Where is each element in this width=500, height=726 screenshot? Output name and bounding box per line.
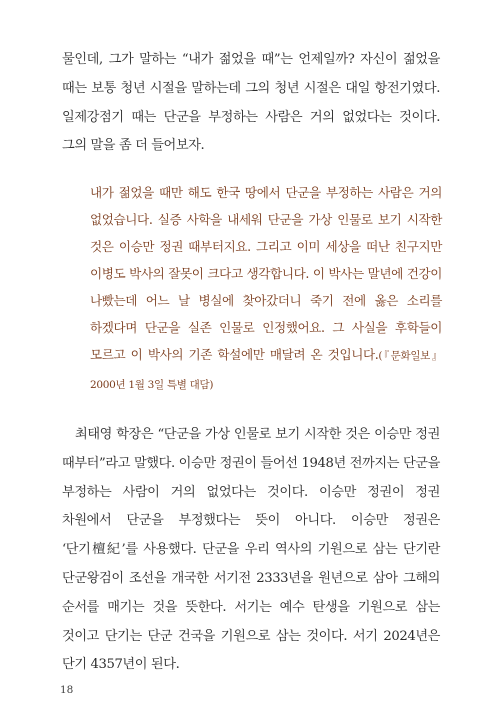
body-paragraph-1: 물인데, 그가 말하는 “내가 젊었을 때”는 언제일까? 자신이 젊었을 때는 보통 청년 시절을 말하는데 그의 청년 시절은 대일 항전기였다. 일제강점기 때는 단군을 부정하는 사람은 거의 없었다는 것이다. 그의 말을 좀 더 들어보자.: [62, 52, 440, 154]
page-number: 18: [60, 684, 74, 696]
block-quote: [90, 179, 442, 399]
quote-text: 내가 젊었을 때만 해도 한국 땅에서 단군을 부정하는 사람은 거의 없었습니다. 실증 사학을 내세워 단군을 가상 인물로 보기 시작한 것은 이승만 정권 때부터지요. 그리고 이미 세상을 떠난 친구지만 이병도 박사의 잘못이 크다고 생각합니다. 이 박사는 말년에 건강이 나빴는데 어느 날 병실에 찾아갔더니 죽기 전에 옳은 소리를 하겠다며 단군을 실존 인물로 인정했어요. 그 사실을 후학들이 모르고 이 박사의 기존 학설에만 매달려 온 것입니다.: [90, 185, 442, 362]
body-paragraph-2: [62, 421, 440, 680]
body-paragraph-2-text: 최태영 학장은 “단군을 가상 인물로 보기 시작한 것은 이승만 정권 때부터”라고 말했다. 이승만 정권이 들어선 1948년 전까지는 단군을 부정하는 사람이 거의 없었다는 것이다. 이승만 정권이 정권 차원에서 단군을 부정했다는 뜻이 아니다. 이승만 정권은 ‘단기檀紀’를 사용했다. 단군을 우리 역사의 기원으로 삼는 단기란 단군왕검이 조선을 개국한 서기전 2333년을 원년으로 삼아 그해의 순서를 매기는 것을 뜻한다. 서기는 예수 탄생을 기원으로 삼는 것이고 단기는 단군 건국을 기원으로 삼는 것이다. 서기 2024년은 단기 4357년이 된다.: [62, 427, 440, 673]
quote-source: (『문화일보』 2000년 1월 3일 특별 대담): [90, 350, 442, 391]
